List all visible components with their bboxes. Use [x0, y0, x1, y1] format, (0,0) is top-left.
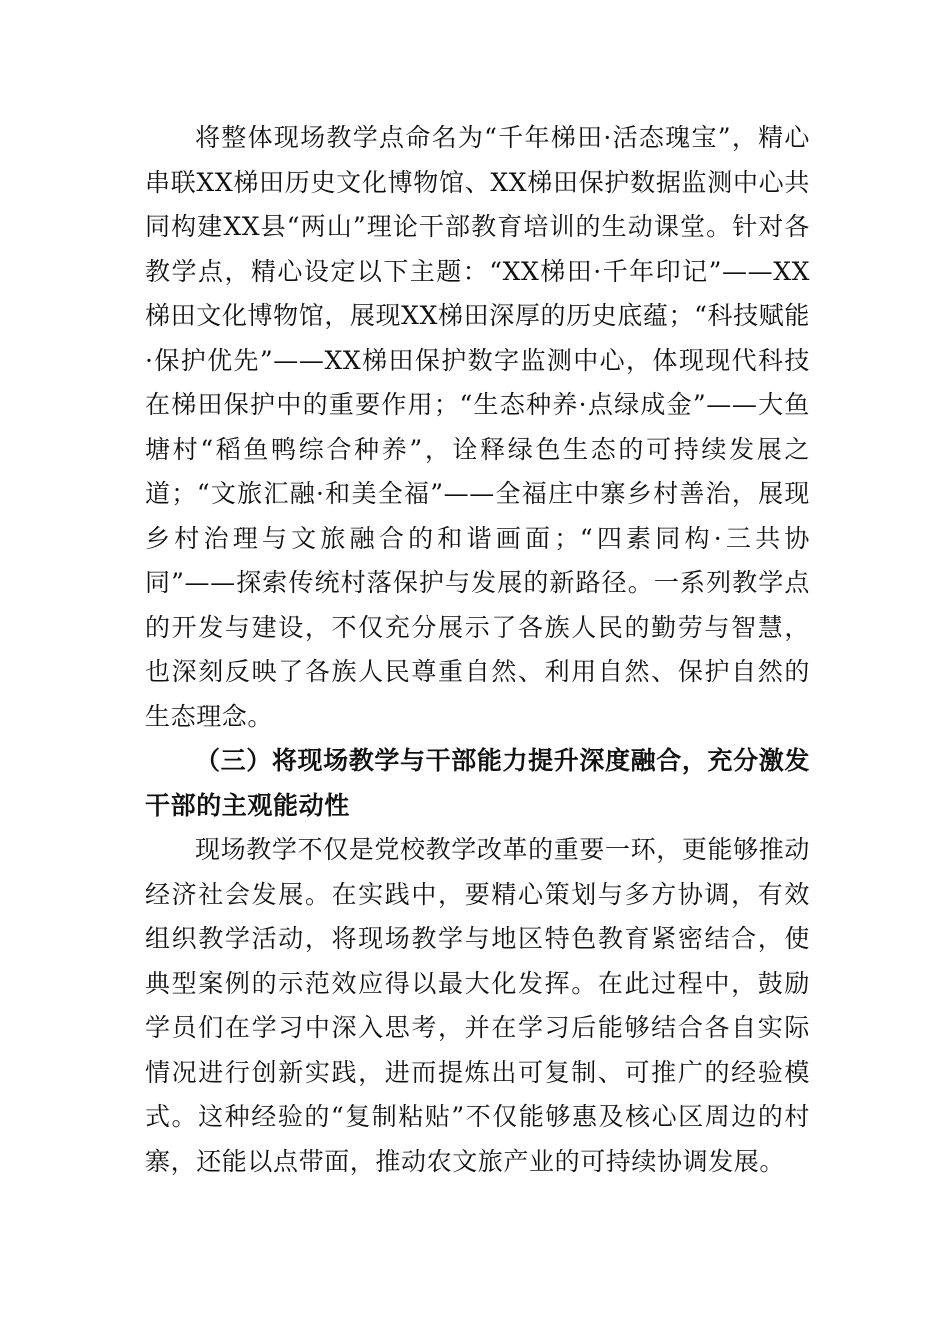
body-paragraph: 将整体现场教学点命名为“千年梯田·活态瑰宝”，精心串联XX梯田历史文化博物馆、XX梯田保护数据监测中心共同构建XX县“两山”理论干部教育培训的生动课堂。针对各教学点，精心设定以下主题：“XX梯田·千年印记”——XX梯田文化博物馆，展现XX梯田深厚的历史底蕴；“科技赋能·保护优先”——XX梯田保护数字监测中心，体现现代科技在梯田保护中的重要作用；“生态种养·点绿成金”——大鱼塘村“稻鱼鸭综合种养”，诠释绿色生态的可持续发展之道；“文旅汇融·和美全福”——全福庄中寨乡村善治，展现乡村治理与文旅融合的和谐画面；“四素同构·三共协同”——探索传统村落保护与发展的新路径。一系列教学点的开发与建设，不仅充分展示了各族人民的勤劳与智慧，也深刻反映了各族人民尊重自然、利用自然、保护自然的生态理念。	[145, 123, 810, 731]
body-paragraph: 现场教学不仅是党校教学改革的重要一环，更能够推动经济社会发展。在实践中，要精心策划与多方协调，有效组织教学活动，将现场教学与地区特色教育紧密结合，使典型案例的示范效应得以最大化发挥。在此过程中，鼓励学员们在学习中深入思考，并在学习后能够结合各自实际情况进行创新实践，进而提炼出可复制、可推广的经验模式。这种经验的“复制粘贴”不仅能够惠及核心区周边的村寨，还能以点带面，推动农文旅产业的可持续协调发展。	[145, 835, 810, 1176]
document-body	[145, 116, 810, 1184]
section-heading: （三）将现场教学与干部能力提升深度融合，充分激发干部的主观能动性	[145, 746, 810, 820]
